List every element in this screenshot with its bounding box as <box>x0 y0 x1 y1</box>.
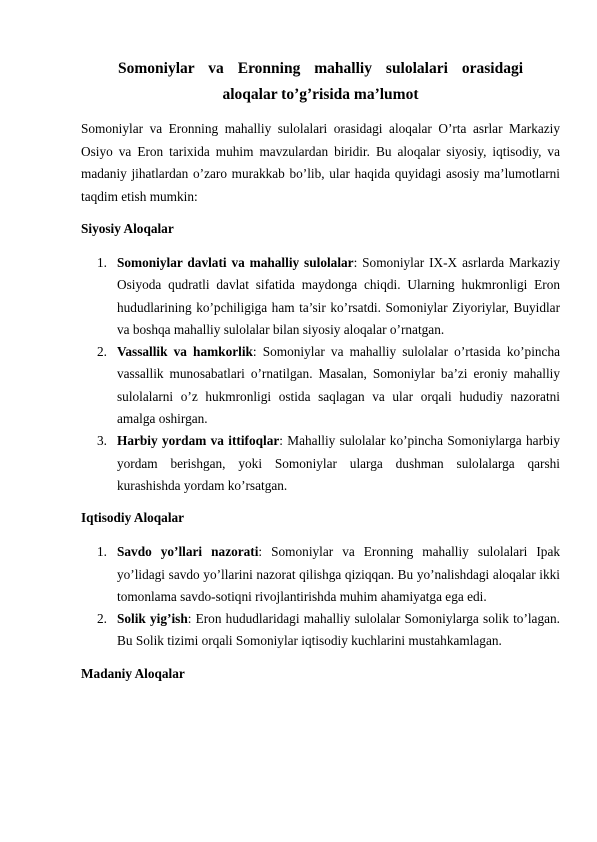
political-list <box>81 252 560 497</box>
list-item <box>81 541 560 608</box>
list-item <box>81 341 560 430</box>
list-item <box>81 430 560 497</box>
list-term: Harbiy yordam va ittifoqlar <box>117 433 280 449</box>
list-number: 3. <box>97 433 107 449</box>
section-heading-economic: Iqtisodiy Aloqalar <box>81 510 185 526</box>
section-heading-cultural: Madaniy Aloqalar <box>81 665 185 681</box>
document-title-line1: Somoniylar va Eronning mahalliy sulolalari orasidagi <box>118 60 523 77</box>
list-text: : Eron hududlaridagi mahalliy sulolalar Somoniylarga solik to’lagan. Bu Solik tizimi orqali Somoniylar iqtisodiy kuchlarini mustahkamlagan. <box>117 611 560 649</box>
list-item <box>81 608 560 653</box>
list-text: : Mahalliy sulolalar ko’pincha Somoniylarga harbiy yordam berishgan, yoki Somoniylar ularga dushman sulolalarga qarshi kurashishda yordam ko’rsatgan. <box>117 433 560 493</box>
list-number: 2. <box>97 611 107 627</box>
document-title-line2: aloqalar to’g’risida ma’lumot <box>222 86 419 103</box>
list-term: Vassallik va hamkorlik <box>117 344 253 360</box>
list-term: Somoniylar davlati va mahalliy sulolalar <box>117 255 354 270</box>
list-number: 2. <box>97 344 107 360</box>
list-text: : Somoniylar va mahalliy sulolalar o’rtasida ko’pincha vassallik munosabatlari o’rnatilgan. Masalan, Somoniylar ba’zi eroniy mahalliy sulolalarni o’z hukmronligi ostida saqlagan va ular orqali hududiy nazoratni amalga oshirgan. <box>117 344 560 427</box>
list-text: : Somoniylar IX-X asrlarda Markaziy Osiyoda qudratli davlat sifatida maydonga chiqdi. Ularning hukmronligi Eron hududlarining ko’pchiligiga ham ta’sir ko’rsatdi. Somoniylar Ziyoriylar, Buyidlar va boshqa mahalliy sulolalar bilan siyosiy aloqalar o’rnatgan. <box>117 255 560 337</box>
list-term: Savdo yo’llari nazorati <box>117 544 259 560</box>
list-item <box>81 252 560 341</box>
document-page <box>81 56 560 685</box>
economic-list <box>81 541 560 652</box>
list-text: : Somoniylar va Eronning mahalliy sulolalari Ipak yo’lidagi savdo yo’llarini nazorat qilishga qiziqqan. Bu yo’nalishdagi aloqalar ikki tomonlama savdo-sotiqni rivojlantirishda muhim ahamiyatga ega edi. <box>117 544 560 604</box>
section-heading-political: Siyosiy Aloqalar <box>81 221 174 236</box>
intro-paragraph: Somoniylar va Eronning mahalliy sulolalari orasidagi aloqalar O’rta asrlar Markaziy Osiyo va Eron tarixida muhim mavzulardan biridir. Bu aloqalar siyosiy, iqtisodiy, va madaniy jihatlardan o’zaro murakkab bo’lib, ular haqida quyidagi asosiy ma’lumotlarni taqdim etish mumkin: <box>81 121 560 204</box>
list-term: Solik yig’ish <box>117 611 188 627</box>
list-number: 1. <box>97 544 107 560</box>
list-number: 1. <box>97 255 107 270</box>
